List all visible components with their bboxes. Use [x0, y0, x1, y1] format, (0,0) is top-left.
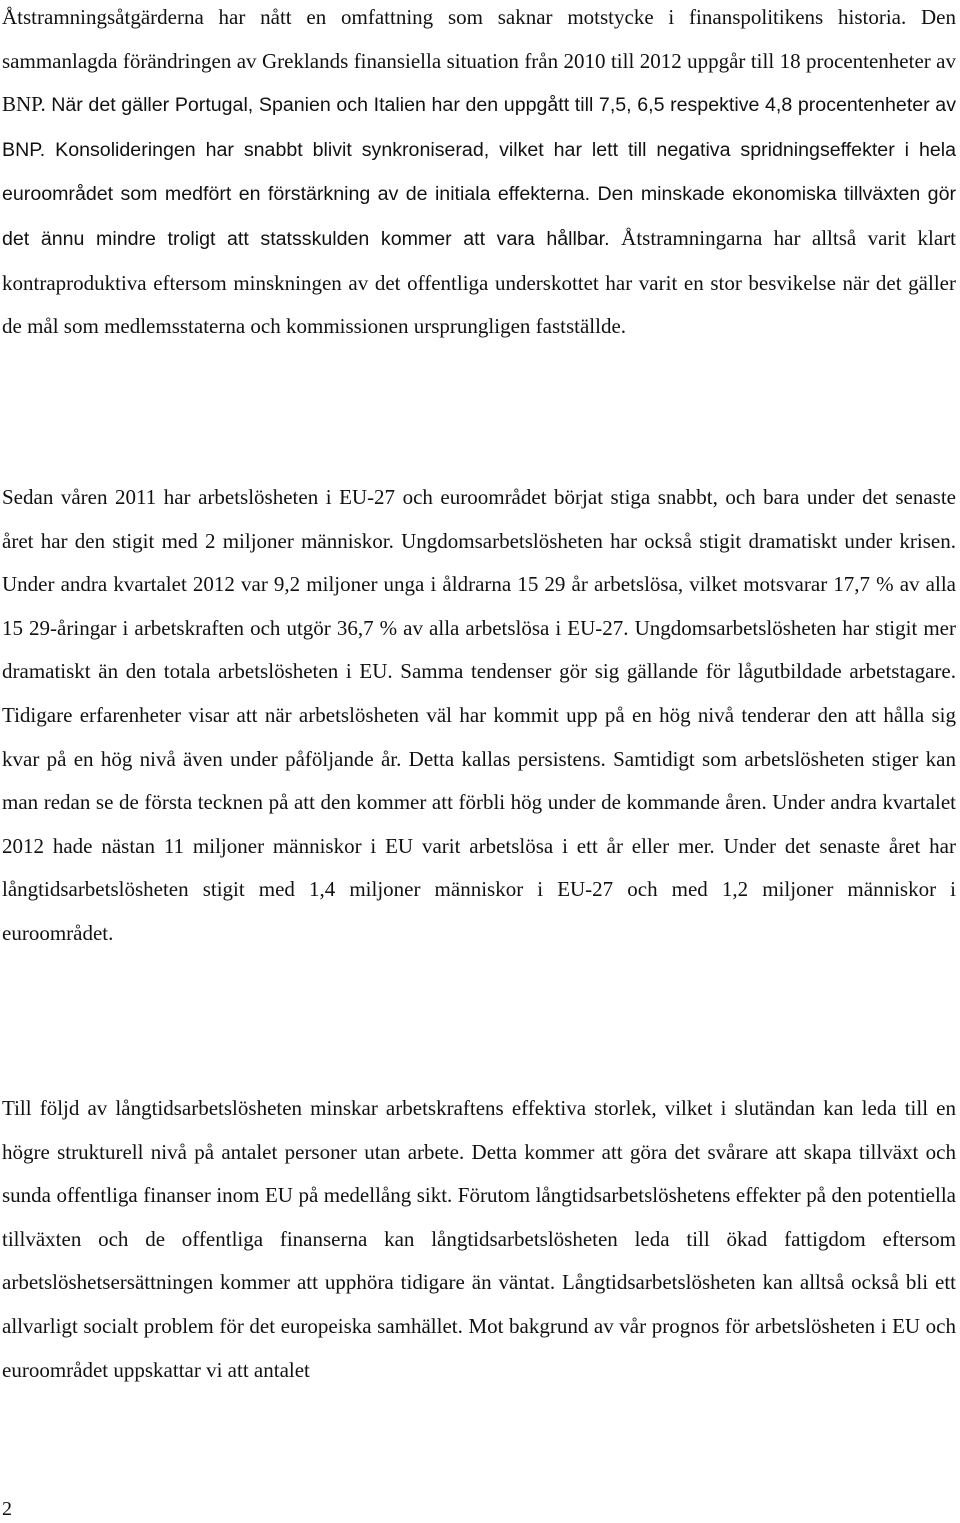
- paragraph-long-term-unemployment: [2, 1087, 956, 1392]
- paragraph-1-segment-2: När det gäller Portugal, Spanien och Italien har den uppgått till 7,5, 6,5 respektive 4,8 procentenheter av BNP. Konsolideringen har snabbt blivit synkroniserad, vilket har lett till negativa spridningseffekter i hela euroområdet som medfört en förstärkning av de initiala effekterna. Den minskade ekonomiska tillväxten gör det ännu mindre troligt att statsskulden kommer att vara hållbar.: [2, 94, 957, 250]
- paragraph-2-segment-1: Sedan våren 2011 har arbetslösheten i EU-27 och euroområdet börjat stiga snabbt, och bara under det senaste året har den stigit med 2 miljoner människor. Ungdomsarbetslösheten har också stigit dramatiskt under krisen. Under andra kvartalet 2012 var 9,2 miljoner unga i åldrarna 15 29 år arbetslösa, vilket motsvarar 17,7 % av alla 15 29-åringar i arbetskraften och utgör 36,7 % av alla arbetslösa i EU-27. Ungdomsarbetslösheten har stigit mer dramatiskt än den totala arbetslösheten i EU. Samma tendenser gör sig gällande för lågutbildade arbetstagare. Tidigare erfarenheter visar att när arbetslösheten väl har kommit upp på en hög nivå tenderar den att hålla sig kvar på en hög nivå även under påföljande år. Detta kallas persistens. Samtidigt som arbetslösheten stiger kan man redan se de första tecknen på att den kommer att förbli hög under de kommande åren. Under andra kvartalet 2012 hade nästan 11 miljoner människor i EU varit arbetslösa i ett år eller mer. Under det senaste året har långtidsarbetslösheten stigit med 1,4 miljoner människor i EU-27 och med 1,2 miljoner människor i euroområdet.: [2, 485, 956, 945]
- paragraph-3-segment-1: Till följd av långtidsarbetslösheten minskar arbetskraftens effektiva storlek, vilket i slutändan kan leda till en högre strukturell nivå på antalet personer utan arbete. Detta kommer att göra det svårare att skapa tillväxt och sunda offentliga finanser inom EU på medellång sikt. Förutom långtidsarbetslöshetens effekter på den potentiella tillväxten och de offentliga finanserna kan långtidsarbetslösheten leda till ökad fattigdom eftersom arbetslöshetsersättningen kommer att upphöra tidigare än väntat. Långtidsarbetslösheten kan alltså också bli ett allvarligt socialt problem för det europeiska samhället. Mot bakgrund av vår prognos för arbetslösheten i EU och euroområdet uppskattar vi att antalet: [2, 1096, 956, 1382]
- paragraph-unemployment: [2, 476, 956, 956]
- paragraph-austerity: [2, 0, 956, 349]
- paragraph-1-segment-1: Åtstramningsåtgärderna har nått en omfattning som saknar motstycke i finanspolitikens historia. Den sammanlagda förändringen av Greklands finansiella situation från 2010 till 2012 uppgår till 18 procentenheter av BNP.: [2, 5, 956, 117]
- page-number: 2: [2, 1498, 12, 1520]
- paragraph-1-segment-3: Åtstramningarna har alltså varit klart kontraproduktiva eftersom minskningen av det offentliga underskottet har varit en stor besvikelse när det gäller de mål som medlemsstaterna och kommissionen ursprungligen fastställde.: [2, 225, 956, 339]
